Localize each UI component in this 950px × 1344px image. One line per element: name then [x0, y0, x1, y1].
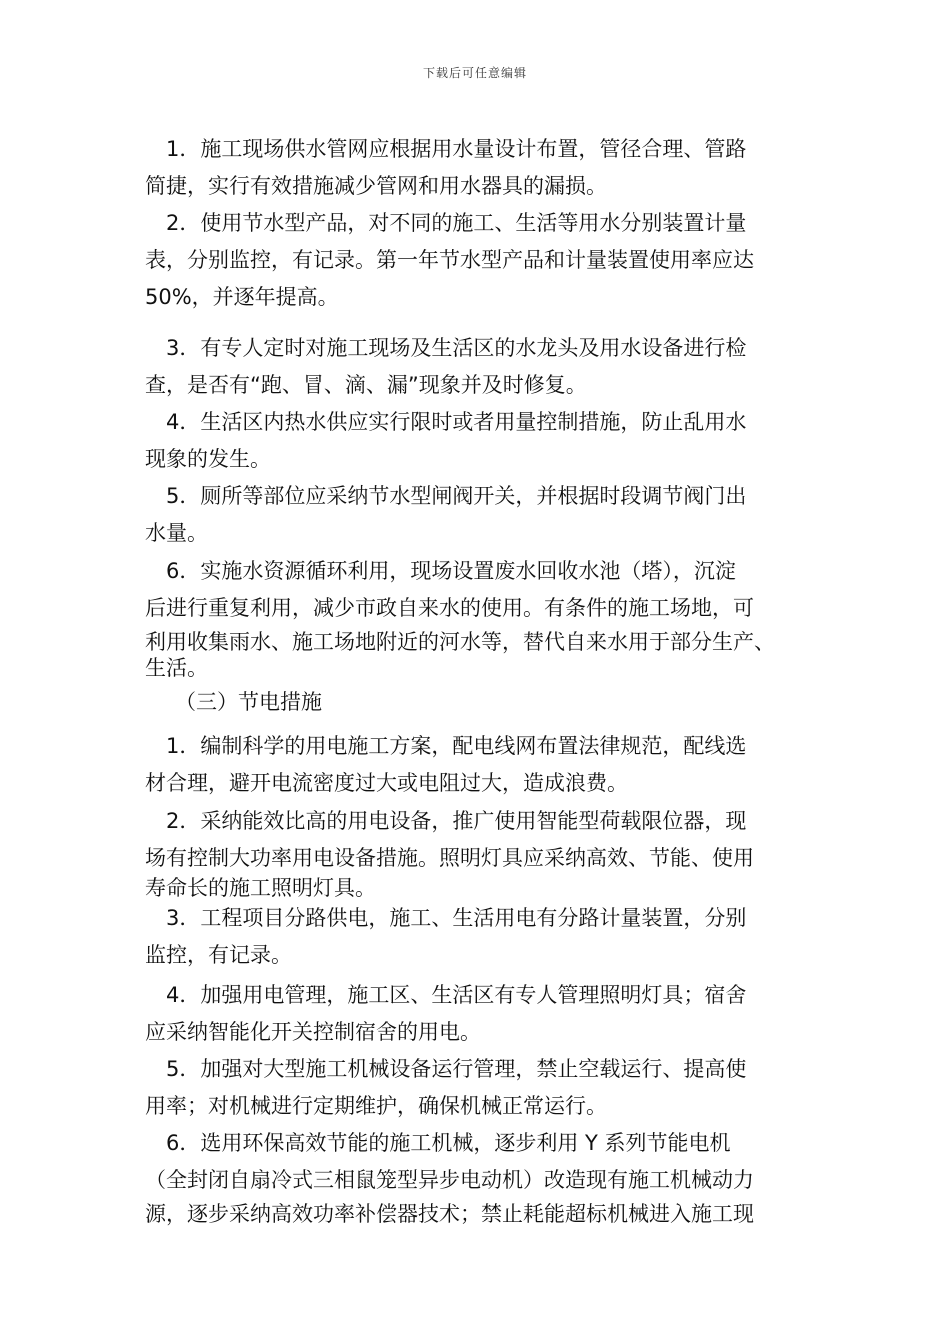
text-line: 监控，有记录。 — [145, 943, 292, 967]
text-line: 3．有专人定时对施工现场及生活区的水龙头及用水设备进行检 — [145, 336, 747, 360]
paragraph-water-4 — [145, 404, 746, 478]
text-line: 现象的发生。 — [145, 447, 271, 471]
text-line: 5．加强对大型施工机械设备运行管理，禁止空载运行、提高使 — [145, 1057, 747, 1081]
text-line: 1．编制科学的用电施工方案，配电线网布置法律规范，配线选 — [145, 734, 747, 758]
text-line: 场有控制大功率用电设备措施。照明灯具应采纳高效、节能、使用 — [145, 846, 754, 870]
text-line: 50%，并逐年提高。 — [145, 285, 339, 309]
text-line: 6．实施水资源循环利用，现场设置废水回收水池（塔），沉淀 — [145, 559, 736, 583]
paragraph-power-5 — [145, 1051, 746, 1125]
paragraph-power-6 — [145, 1125, 754, 1229]
text-line: 4．生活区内热水供应实行限时或者用量控制措施，防止乱用水 — [145, 410, 747, 434]
text-line: 1．施工现场供水管网应根据用水量设计布置，管径合理、管路 — [145, 137, 747, 161]
paragraph-power-3 — [145, 900, 746, 974]
text-line: 后进行重复利用，减少市政自来水的使用。有条件的施工场地，可 — [145, 596, 754, 620]
text-line: 3．工程项目分路供电，施工、生活用电有分路计量装置，分别 — [145, 906, 747, 930]
text-line: 应采纳智能化开关控制宿舍的用电。 — [145, 1020, 481, 1044]
text-line: 查，是否有“跑、冒、滴、漏”现象并及时修复。 — [145, 373, 587, 397]
paragraph-water-1 — [145, 131, 746, 205]
paragraph-water-3 — [145, 330, 746, 404]
text-line: 4．加强用电管理，施工区、生活区有专人管理照明灯具；宿舍 — [145, 983, 747, 1007]
paragraph-water-6 — [145, 553, 775, 679]
page-header: 下载后可任意编辑 — [422, 66, 527, 80]
text-line: 表，分别监控，有记录。第一年节水型产品和计量装置使用率应达 — [145, 248, 754, 272]
text-line: 生活。 — [145, 656, 208, 680]
text-line: 6．选用环保高效节能的施工机械，逐步利用 Y 系列节能电机 — [145, 1131, 731, 1155]
text-line: 利用收集雨水、施工场地附近的河水等，替代自来水用于部分生产、 — [145, 630, 775, 654]
paragraph-power-2 — [145, 803, 754, 899]
text-line: 寿命长的施工照明灯具。 — [145, 876, 376, 900]
paragraph-water-5 — [145, 478, 746, 552]
section-heading: （三）节电措施 — [175, 690, 322, 714]
text-line: 材合理，避开电流密度过大或电阻过大，造成浪费。 — [145, 771, 628, 795]
text-line: 2．采纳能效比高的用电设备，推广使用智能型荷载限位器，现 — [145, 809, 747, 833]
paragraph-water-2 — [145, 205, 754, 316]
text-line: 源，逐步采纳高效功率补偿器技术；禁止耗能超标机械进入施工现 — [145, 1202, 754, 1226]
paragraph-power-1 — [145, 728, 746, 802]
text-line: 水量。 — [145, 521, 208, 545]
text-line: 5．厕所等部位应采纳节水型闸阀开关，并根据时段调节阀门出 — [145, 484, 747, 508]
text-line: （全封闭自扇冷式三相鼠笼型异步电动机）改造现有施工机械动力 — [145, 1168, 754, 1192]
paragraph-power-4 — [145, 977, 746, 1051]
text-line: 用率；对机械进行定期维护，确保机械正常运行。 — [145, 1094, 607, 1118]
text-line: 简捷，实行有效措施减少管网和用水器具的漏损。 — [145, 174, 607, 198]
text-line: 2．使用节水型产品，对不同的施工、生活等用水分别装置计量 — [145, 211, 747, 235]
